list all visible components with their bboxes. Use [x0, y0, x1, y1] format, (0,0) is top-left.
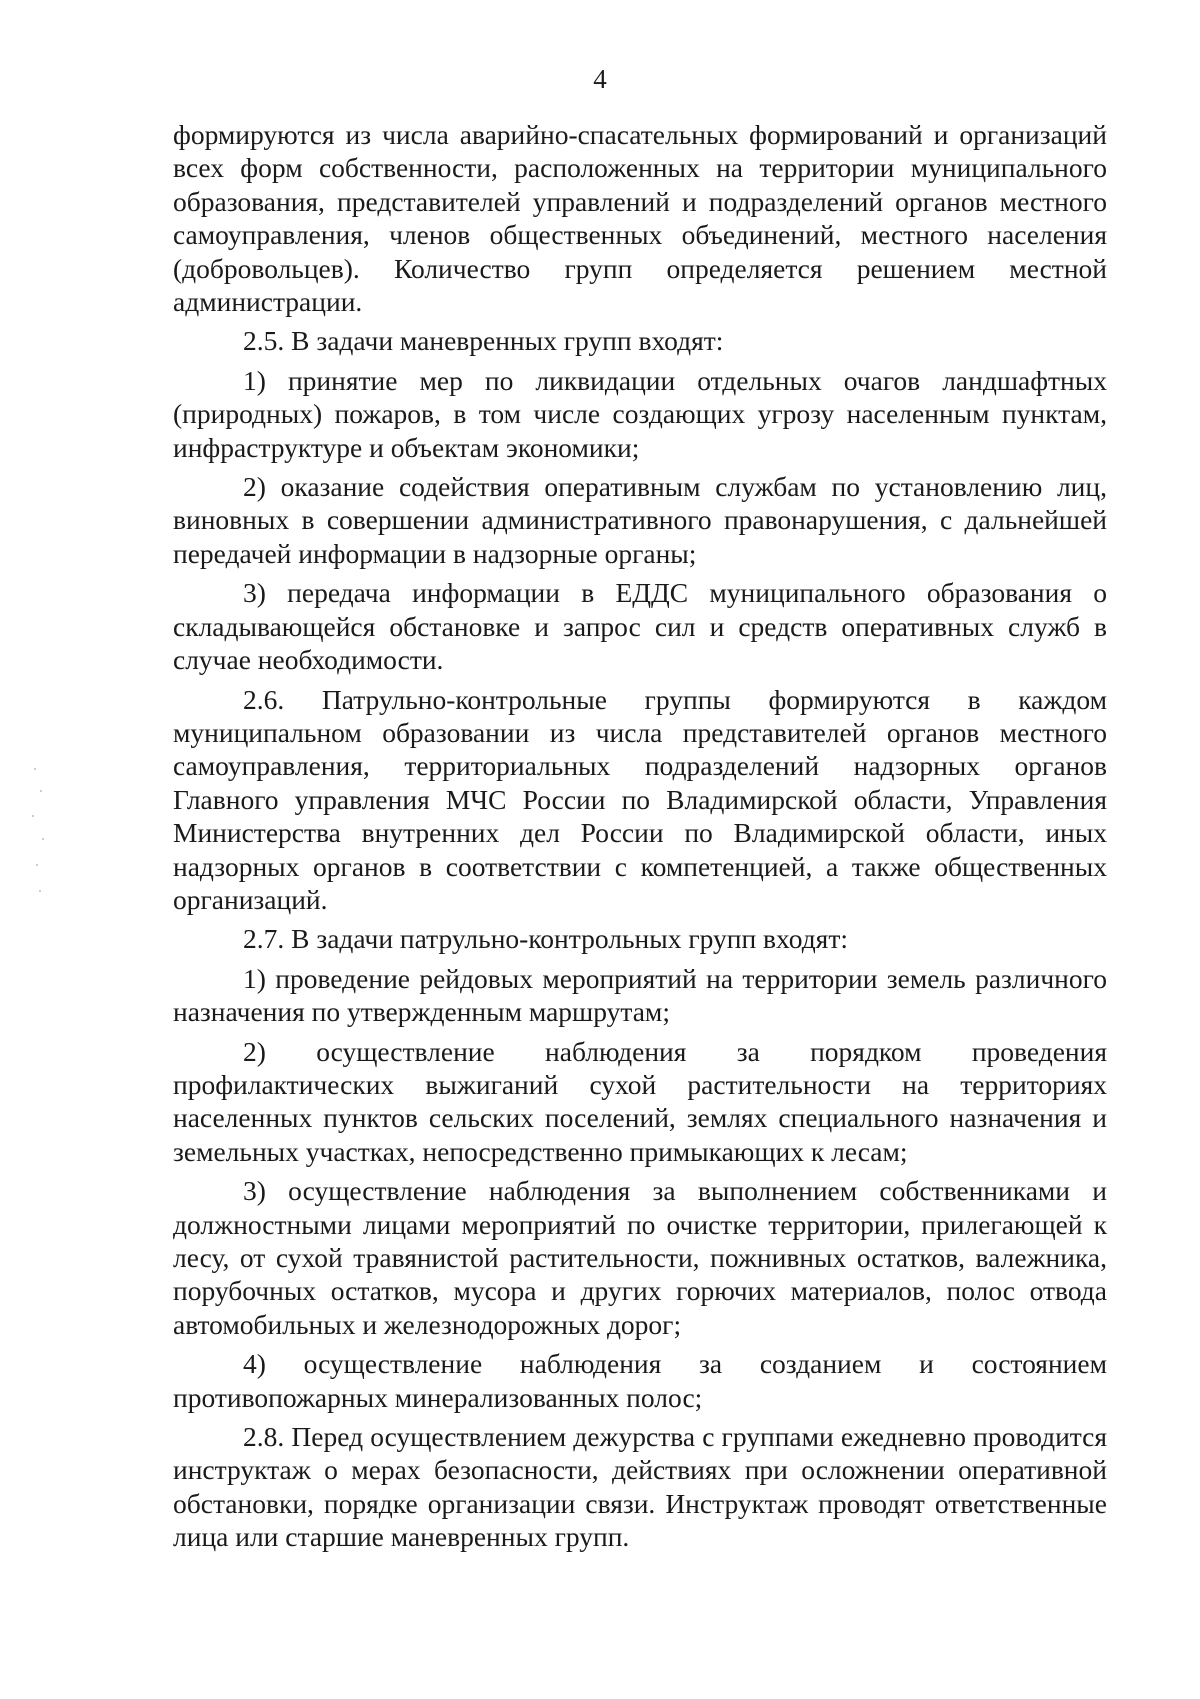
document-body — [173, 118, 1107, 1560]
paragraph-2-5-item-1: 1) принятие мер по ликвидации отдельных очагов ландшафтных (природных) пожаров, в том числе создающих угрозу населенным пунктам, инфраструктуре и объектам экономики; — [173, 364, 1107, 463]
paragraph-2-7: 2.7. В задачи патрульно-контрольных групп входят: — [243, 923, 848, 955]
scan-artifacts — [30, 760, 50, 920]
paragraph-2-5-item-3: 3) передача информации в ЕДДС муниципального образования о складывающейся обстановке и запрос сил и средств оперативных служб в случае необходимости. — [173, 577, 1107, 676]
paragraph-2-7-item-1: 1) проведение рейдовых мероприятий на территории земель различного назначения по утвержденным маршрутам; — [173, 962, 1107, 1028]
paragraph-2-5-item-2: 2) оказание содействия оперативным службам по установлению лиц, виновных в совершении административного правонарушения, с дальнейшей передачей информации в надзорные органы; — [173, 471, 1107, 569]
paragraph-intro: формируются из числа аварийно-спасательных формирований и организаций всех форм собственности, расположенных на территории муниципального образования, представителей управлений и подразделений органов местного самоуправления, членов общественных объединений, местного населения (добровольцев). Количество групп определяется решением местной администрации. — [173, 119, 1107, 318]
paragraph-2-7-item-4: 4) осуществление наблюдения за созданием и состоянием противопожарных минерализованных полос; — [173, 1348, 1107, 1413]
paragraph-2-5: 2.5. В задачи маневренных групп входят: — [243, 325, 724, 357]
page-number: 4 — [593, 64, 607, 94]
paragraph-2-6: 2.6. Патрульно-контрольные группы формируются в каждом муниципальном образовании из числа представителей органов местного самоуправления, территориальных подразделений надзорных органов Главного управления МЧС России по Владимирской области, Управления Министерства внутренних дел России по Владимирской области, иных надзорных органов в соответствии с компетенцией, а также общественных организаций. — [173, 683, 1107, 915]
paragraph-2-7-item-2: 2) осуществление наблюдения за порядком проведения профилактических выжиганий сухой растительности на территориях населенных пунктов сельских поселений, землях специального назначения и земельных участках, непосредственно примыкающих к лесам; — [173, 1035, 1107, 1167]
paragraph-2-7-item-3: 3) осуществление наблюдения за выполнением собственниками и должностными лицами мероприятий по очистке территории, прилегающей к лесу, от сухой травянистой растительности, пожнивных остатков, валежника, порубочных остатков, мусора и других горючих материалов, полос отвода автомобильных и железнодорожных дорог; — [173, 1175, 1107, 1340]
paragraph-2-8: 2.8. Перед осуществлением дежурства с группами ежедневно проводится инструктаж о мерах безопасности, действиях при осложнении оперативной обстановки, порядке организации связи. Инструктаж проводят ответственные лица или старшие маневренных групп. — [173, 1421, 1107, 1553]
